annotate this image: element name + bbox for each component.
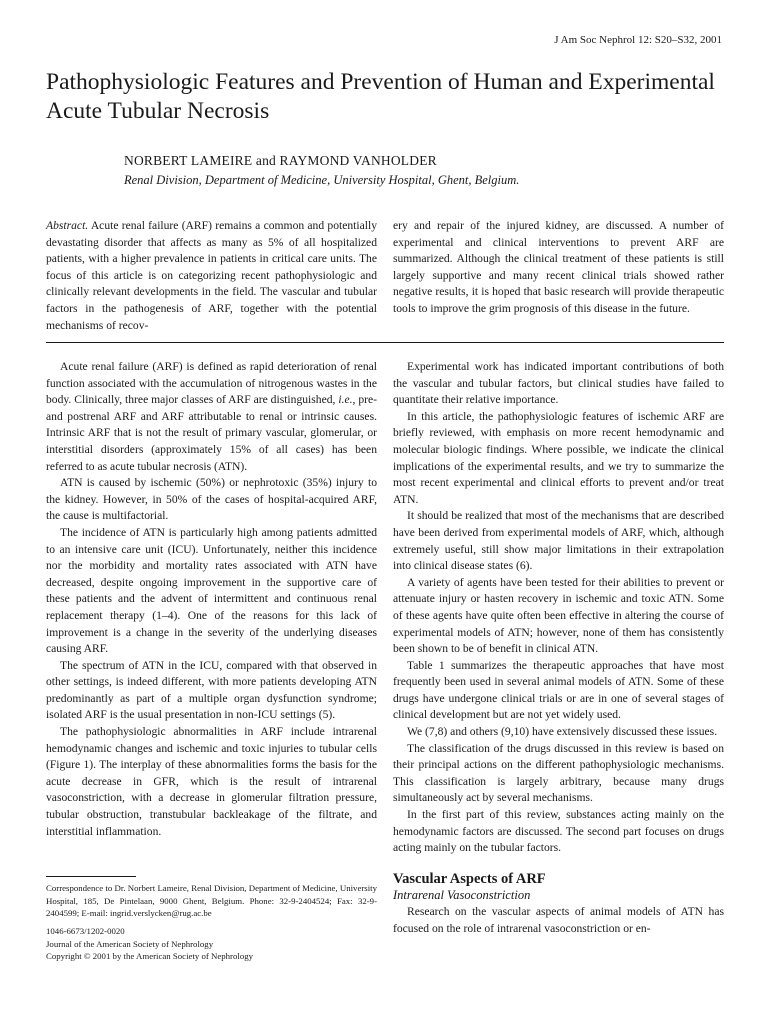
footnote-divider	[46, 876, 136, 877]
abstract-right: ery and repair of the injured kidney, are discussed. A number of experimental and clinical interventions to prevent ARF are summarized. Although the clinical treatment of these patients is still largely supportive and many recent clinical trials showed rather negative results, it is hoped that basic research will provide therapeutic tools to improve the grim prognosis of this disease in the future.	[393, 219, 724, 315]
correspondence-footnote: Correspondence to Dr. Norbert Lameire, Renal Division, Department of Medicine, University Hospital, 185, De Pintelaan, 9000 Ghent, Belgium. Phone: 32-9-2404524; Fax: 32-9-2404599; E-mail: ingrid.verslycken@rug.ac.be	[46, 883, 377, 919]
copyright: Copyright © 2001 by the American Society of Nephrology	[46, 951, 254, 962]
journal-reference: J Am Soc Nephrol 12: S20–S32, 2001	[554, 34, 722, 46]
paragraph: ATN is caused by ischemic (50%) or nephrotoxic (35%) injury to the kidney. However, in 50% of the cases of hospital-acquired ARF, the cause is multifactorial.	[46, 476, 377, 523]
abstract-text-left: Acute renal failure (ARF) remains a common and potentially devastating disorder that affects as many as 5% of all hospitalized patients, with a higher prevalence in patients in critical care units. The focus of this article is on categorizing recent pathophysiologic and clinically relevant developments in the field. The vascular and tubular factors in the pathogenesis of ARF, together with the potential mechanisms of recov-	[46, 219, 377, 332]
section-heading: Vascular Aspects of ARF	[393, 870, 546, 887]
publication-meta	[46, 925, 377, 963]
abstract-label: Abstract.	[46, 219, 89, 232]
paragraph: Experimental work has indicated important contributions of both the vascular and tubular factors, but clinical studies have failed to quantitate their relative importance.	[393, 360, 724, 407]
paragraph: We (7,8) and others (9,10) have extensively discussed these issues.	[407, 725, 718, 739]
body-column-right	[393, 359, 724, 937]
paragraph: In the first part of this review, substances acting mainly on the hemodynamic factors are discussed. The second part focuses on drugs acting mainly on the tubular factors.	[393, 808, 724, 855]
paragraph: In this article, the pathophysiologic features of ischemic ARF are briefly reviewed, with emphasis on more recent hemodynamic and molecular biologic findings. Where possible, we indicate the clinical implications of the experimental results, and we try to summarize the most recent experimental and clinical efforts to prevent and/or treat ATN.	[393, 409, 724, 506]
affiliation: Renal Division, Department of Medicine, University Hospital, Ghent, Belgium.	[124, 173, 520, 187]
paragraph: Table 1 summarizes the therapeutic approaches that have most frequently been used in several animal models of ATN. Some of these drugs have undergone clinical trials or are in one of several stages of clinical development but are not yet widely used.	[393, 658, 724, 722]
subsection-heading: Intrarenal Vasoconstriction	[393, 888, 531, 903]
abstract-left	[46, 218, 377, 334]
paragraph: The spectrum of ATN in the ICU, compared with that observed in other settings, is indeed different, with more patients developing ATN predominantly as part of a multiple organ dysfunction syndrome; isolated ARF is the usual presentation in non-ICU settings (5).	[46, 658, 377, 722]
paragraph: The pathophysiologic abnormalities in ARF include intrarenal hemodynamic changes and ischemic and toxic injuries to tubular cells (Figure 1). The interplay of these abnormalities forms the basis for the acute decrease in GFR, which is the result of intrarenal vasoconstriction, with a decrease in glomerular filtration pressure, tubular obstruction, transtubular backleakage of the filtrate, and interstitial inflammation.	[46, 725, 377, 838]
paragraph: Acute renal failure (ARF) is defined as rapid deterioration of renal function associated with the accumulation of nitrogenous wastes in the body. Clinically, three major classes of ARF are distinguished, i.e., pre- and postrenal ARF and ARF attributable to renal or intrinsic causes. Intrinsic ARF that is not the result of primary vascular, glomerular, or interstitial disorders (approximately 15% of all cases) has been referred to as acute tubular necrosis (ATN).	[46, 360, 377, 473]
abstract-divider	[46, 342, 724, 343]
article-title: Pathophysiologic Features and Prevention of Human and Experimental Acute Tubular Necrosis	[46, 69, 715, 124]
body-column-left	[46, 359, 377, 840]
paragraph: The incidence of ATN is particularly high among patients admitted to an intensive care unit (ICU). Unfortunately, neither this incidence nor the morbidity and mortality rates associated with ATN have decreased, despite ongoing improvement in the supportive care of these patients and the advent of intermittent and continuous renal replacement therapy (1–4). One of the reasons for this lack of improvement is a change in the severity of the underlying diseases causing ARF.	[46, 525, 377, 656]
issn: 1046-6673/1202-0020	[46, 926, 125, 936]
paragraph: The classification of the drugs discussed in this review is based on their principal actions on the different pathophysiologic mechanisms. This classification is largely arbitrary, because many drugs simultaneously act by several mechanisms.	[393, 741, 724, 805]
paragraph: A variety of agents have been tested for their abilities to prevent or attenuate injury or hasten recovery in ischemic and toxic ATN. Some of these agents have quite often been effective in altering the course of experimental models of ATN; however, none of them has consistently been shown to be of benefit in clinical ATN.	[393, 575, 724, 656]
paragraph: It should be realized that most of the mechanisms that are described have been derived from experimental models of ARF, which, although extremely useful, still show major limitations in their extrapolation into clinical disease states (6).	[393, 509, 724, 573]
journal-name: Journal of the American Society of Nephrology	[46, 938, 214, 949]
paragraph: Research on the vascular aspects of animal models of ATN has focused on the role of intrarenal vasoconstriction or en-	[393, 905, 724, 935]
authors: NORBERT LAMEIRE and RAYMOND VANHOLDER	[124, 153, 437, 168]
